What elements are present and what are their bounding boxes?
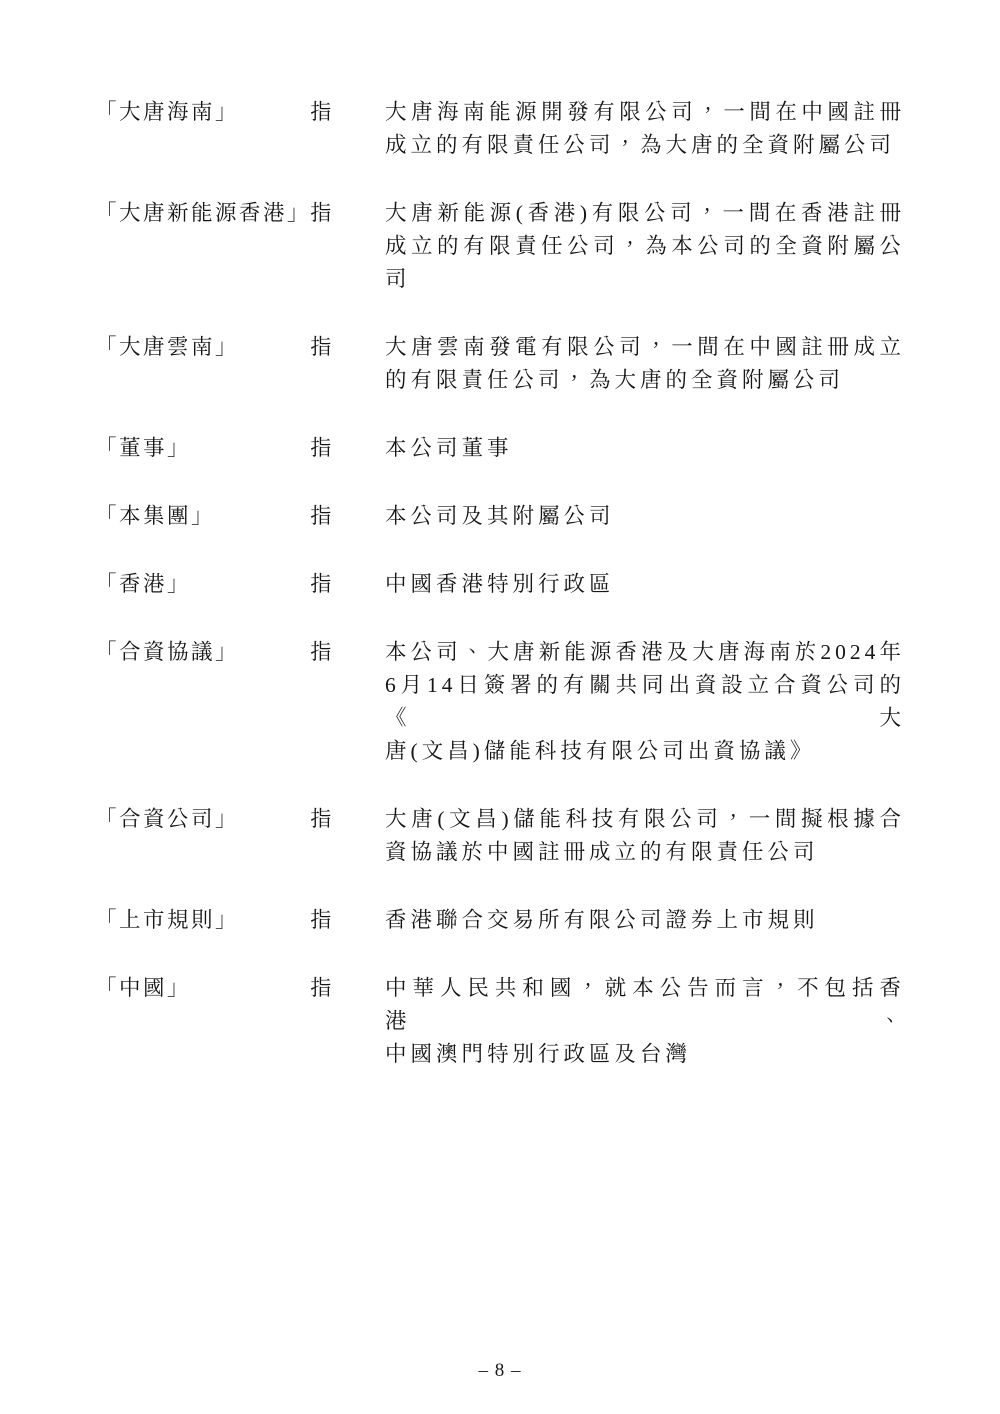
- definition-text: [385, 96, 905, 162]
- definition-text: [385, 197, 905, 296]
- definition-term: 「合資協議」: [95, 640, 240, 664]
- definition-term: 「香港」: [95, 572, 192, 596]
- definition-text: [385, 636, 905, 768]
- definition-line: 的有限責任公司，為大唐的全資附屬公司: [385, 368, 845, 392]
- definition-row-group: [95, 500, 907, 533]
- definition-term: 「中國」: [95, 976, 192, 1000]
- definition-term: 「上市規則」: [95, 908, 240, 932]
- definition-text: [385, 904, 905, 937]
- definition-line: 本公司及其附屬公司: [385, 504, 615, 528]
- definition-line: 唐(文昌)儲能科技有限公司出資協議》: [385, 739, 816, 763]
- refers-label: 指: [310, 908, 332, 932]
- refers-label: 指: [310, 201, 332, 225]
- definition-term: 「合資公司」: [95, 807, 240, 831]
- definition-term: 「本集團」: [95, 504, 216, 528]
- definition-row-china: [95, 972, 907, 1071]
- definition-line: 成立的有限責任公司，為大唐的全資附屬公司: [385, 133, 896, 157]
- refers-label: 指: [310, 335, 332, 359]
- refers-label: 指: [310, 640, 332, 664]
- refers-label: 指: [310, 976, 332, 1000]
- definition-row-directors: [95, 432, 907, 465]
- definition-term: 「董事」: [95, 436, 192, 460]
- definition-row-datang-renewable-hk: [95, 197, 907, 296]
- definition-line: 中華人民共和國，就本公告而言，不包括香港、: [385, 976, 905, 1033]
- definition-row-listing-rules: [95, 904, 907, 937]
- definition-line: 成立的有限責任公司，為本公司的全資附屬公: [385, 234, 905, 258]
- definition-line: 大唐(文昌)儲能科技有限公司，一間擬根據合: [385, 807, 905, 831]
- refers-label: 指: [310, 504, 332, 528]
- definition-text: [385, 432, 905, 465]
- refers-label: 指: [310, 807, 332, 831]
- refers-label: 指: [310, 436, 332, 460]
- definition-line: 司: [385, 267, 411, 291]
- definition-line: 大唐新能源(香港)有限公司，一間在香港註冊: [385, 201, 905, 225]
- definition-text: [385, 500, 905, 533]
- definition-line: 大唐海南能源開發有限公司，一間在中國註冊: [385, 100, 905, 124]
- definition-line: 香港聯合交易所有限公司證券上市規則: [385, 908, 819, 932]
- definition-row-jv-agreement: [95, 636, 907, 768]
- refers-label: 指: [310, 100, 332, 124]
- definition-text: [385, 568, 905, 601]
- definition-term: 「大唐雲南」: [95, 335, 240, 359]
- definition-term: 「大唐海南」: [95, 100, 240, 124]
- definition-line: 本公司、大唐新能源香港及大唐海南於2024年: [385, 640, 905, 664]
- definition-row-hong-kong: [95, 568, 907, 601]
- definition-row-datang-yunnan: [95, 331, 907, 397]
- definition-text: [385, 331, 905, 397]
- definition-row-datang-hainan: [95, 96, 907, 162]
- definitions-list: [95, 96, 907, 1106]
- definition-line: 資協議於中國註冊成立的有限責任公司: [385, 840, 819, 864]
- definition-row-jv-company: [95, 803, 907, 869]
- definition-line: 本公司董事: [385, 436, 513, 460]
- definition-line: 中國香港特別行政區: [385, 572, 615, 596]
- definition-line: 大唐雲南發電有限公司，一間在中國註冊成立: [385, 335, 905, 359]
- page-number: – 8 –: [478, 1360, 522, 1381]
- definition-line: 6月14日簽署的有關共同出資設立合資公司的《大: [385, 673, 905, 730]
- definition-text: [385, 972, 905, 1071]
- definition-line: 中國澳門特別行政區及台灣: [385, 1042, 692, 1066]
- definition-term: 「大唐新能源香港」: [95, 201, 312, 225]
- refers-label: 指: [310, 572, 332, 596]
- definition-text: [385, 803, 905, 869]
